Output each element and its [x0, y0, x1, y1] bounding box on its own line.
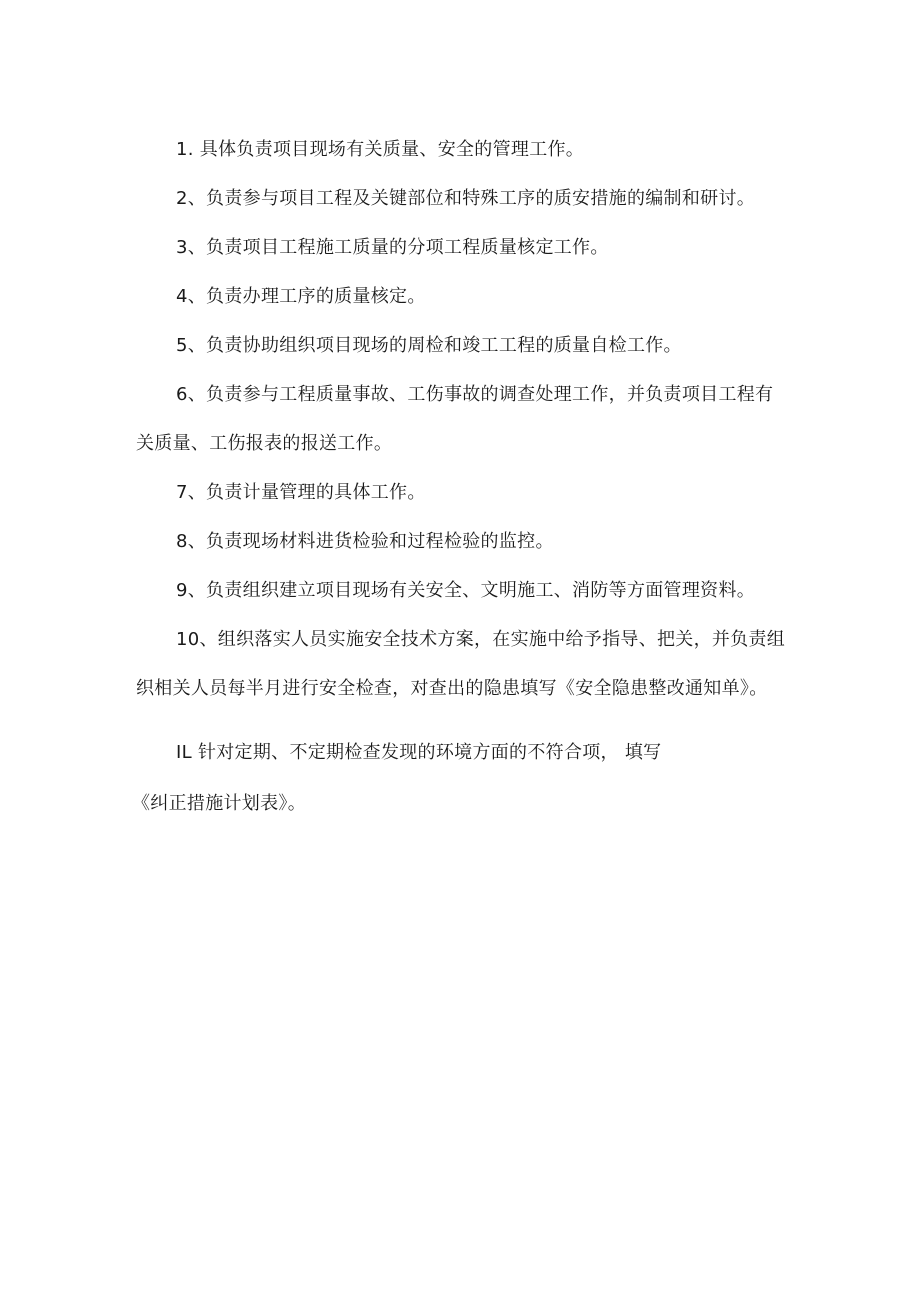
duty-item-3: 3、负责项目工程施工质量的分项工程质量核定工作。 [176, 237, 609, 258]
duty-item-4: 4、负责办理工序的质量核定。 [176, 286, 426, 307]
duty-item-11: IL 针对定期、不定期检查发现的环境方面的不符合项， 填写 [176, 742, 662, 763]
duty-item-10-cont: 织相关人员每半月进行安全检查，对查出的隐患填写《安全隐患整改通知单》。 [136, 678, 768, 699]
duty-item-8: 8、负责现场材料进货检验和过程检验的监控。 [176, 531, 554, 552]
duty-item-6-cont: 关质量、工伤报表的报送工作。 [136, 433, 393, 454]
duty-item-1: 1. 具体负责项目现场有关质量、安全的管理工作。 [176, 139, 585, 160]
duty-item-6: 6、负责参与工程质量事故、工伤事故的调查处理工作，并负责项目工程有 [176, 384, 774, 405]
duty-item-2: 2、负责参与项目工程及关键部位和特殊工序的质安措施的编制和研讨。 [176, 188, 756, 209]
duty-item-9: 9、负责组织建立项目现场有关安全、文明施工、消防等方面管理资料。 [176, 580, 756, 601]
duty-item-10: 10、组织落实人员实施安全技术方案，在实施中给予指导、把关，并负责组 [176, 629, 786, 650]
duty-item-11-cont: 《纠正措施计划表》。 [132, 793, 306, 814]
duty-item-5: 5、负责协助组织项目现场的周检和竣工工程的质量自检工作。 [176, 335, 682, 356]
duty-item-7: 7、负责计量管理的具体工作。 [176, 482, 426, 503]
